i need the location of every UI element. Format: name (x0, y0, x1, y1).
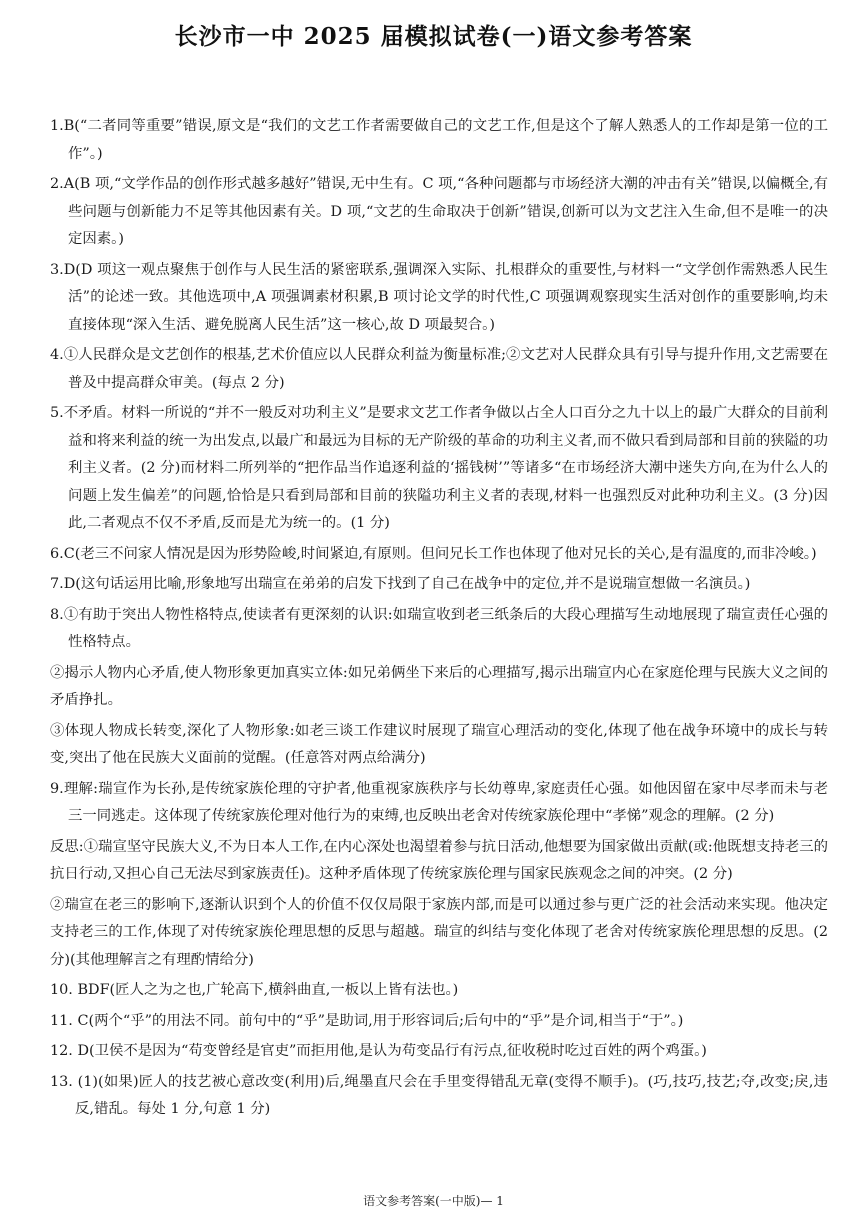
answer-9-reflection-1: 反思:①瑞宣坚守民族大义,不为日本人工作,在内心深处也渴望着参与抗日活动,他想要为国家做出贡献(或:他既想支持老三的抗日行动,又担心自己无法尽到家族责任)。这种矛盾体现了传统家族伦理与国家民族观念之间的冲突。(2 分) (50, 838, 828, 882)
answer-10: 10. BDF(匠人之为之也,广轮高下,横斜曲直,一板以上皆有法也。) (50, 982, 459, 998)
answer-3: 3.D(D 项这一观点聚焦于创作与人民生活的紧密联系,强调深入实际、扎根群众的重要性,与材料一“文学创作需熟悉人民生活”的论述一致。其他选项中,A 项强调素材积累,B 项讨论文学的时代性,C 项强调观察现实生活对创作的重要影响,均未直接体现“深入生活、避免脱离人民生活”这一核心,故 D 项最契合。) (50, 261, 828, 333)
answer-13: 13. (1)(如果)匠人的技艺被心意改变(利用)后,绳墨直尺会在手里变得错乱无章(变得不顺手)。(巧,技巧,技艺;夺,改变;戾,违反,错乱。每处 1 分,句意 1 分) (50, 1073, 828, 1117)
answer-7: 7.D(这句话运用比喻,形象地写出瑞宣在弟弟的启发下找到了自己在战争中的定位,并不是说瑞宣想做一名演员。) (50, 576, 751, 592)
answer-list (50, 113, 828, 1127)
page-title: 长沙市一中 2025 届模拟试卷(一)语文参考答案 (174, 23, 693, 50)
answer-8-point-2: ②揭示人物内心矛盾,使人物形象更加真实立体:如兄弟俩坐下来后的心理描写,揭示出瑞宣内心在家庭伦理与民族大义之间的矛盾挣扎。 (50, 664, 828, 708)
answer-9-reflection-2: ②瑞宣在老三的影响下,逐渐认识到个人的价值不仅仅局限于家族内部,而是可以通过参与更广泛的社会活动来实现。他决定支持老三的工作,体现了对传统家族伦理思想的反思与超越。瑞宣的纠结与变化体现了老舍对传统家族伦理思想的反思。(2 分)(其他理解言之有理酌情给分) (50, 896, 828, 968)
answer-11: 11. C(两个“乎”的用法不同。前句中的“乎”是助词,用于形容词后;后句中的“乎”是介词,相当于“于”。) (50, 1012, 684, 1029)
page-footer: 语文参考答案(一中版)— 1 (363, 1194, 504, 1208)
answer-9-understanding: 9.理解:瑞宣作为长孙,是传统家族伦理的守护者,他重视家族秩序与长幼尊卑,家庭责任心强。如他因留在家中尽孝而未与老三一同逃走。这体现了传统家族伦理对他行为的束缚,也反映出老舍对传统家族伦理中“孝悌”观念的理解。(2 分) (50, 780, 828, 824)
answer-12: 12. D(卫侯不是因为“苟变曾经是官吏”而拒用他,是认为苟变品行有污点,征收税时吃过百姓的两个鸡蛋。) (50, 1043, 707, 1059)
answer-8-point-1: 8.①有助于突出人物性格特点,使读者有更深刻的认识:如瑞宣收到老三纸条后的大段心理描写生动地展现了瑞宣责任心强的性格特点。 (50, 606, 828, 650)
answer-2: 2.A(B 项,“文学作品的创作形式越多越好”错误,无中生有。C 项,“各种问题都与市场经济大潮的冲击有关”错误,以偏概全,有些问题与创新能力不足等其他因素有关。D 项,“文艺的生命取决于创新”错误,创新可以为文艺注入生命,但不是唯一的决定因素。) (50, 176, 828, 247)
answer-8-point-3: ③体现人物成长转变,深化了人物形象:如老三谈工作建议时展现了瑞宣心理活动的变化,体现了他在战争环境中的成长与转变,突出了他在民族大义面前的觉醒。(任意答对两点给满分) (50, 722, 828, 766)
answer-6: 6.C(老三不问家人情况是因为形势险峻,时间紧迫,有原则。但问兄长工作也体现了他对兄长的关心,是有温度的,而非冷峻。) (50, 545, 817, 562)
answer-4: 4.①人民群众是文艺创作的根基,艺术价值应以人民群众利益为衡量标准;②文艺对人民群众具有引导与提升作用,文艺需要在普及中提高群众审美。(每点 2 分) (50, 347, 828, 391)
answer-5: 5.不矛盾。材料一所说的“并不一般反对功利主义”是要求文艺工作者争做以占全人口百分之九十以上的最广大群众的目前利益和将来利益的统一为出发点,以最广和最远为目标的无产阶级的革命的功利主义者,而不做只看到局部和目前的狭隘的功利主义者。(2 分)而材料二所列举的“把作品当作追逐利益的‘摇钱树’”等诸多“在市场经济大潮中迷失方向,在为什么人的问题上发生偏差”的问题,恰恰是只看到局部和目前的狭隘功利主义者的表现,材料一也强烈反对此种功利主义。(3 分)因此,二者观点不仅不矛盾,反而是尤为统一的。(1 分) (50, 405, 828, 531)
answer-1: 1.B(“二者同等重要”错误,原文是“我们的文艺工作者需要做自己的文艺工作,但是这个了解人熟悉人的工作却是第一位的工作”。) (50, 118, 828, 162)
